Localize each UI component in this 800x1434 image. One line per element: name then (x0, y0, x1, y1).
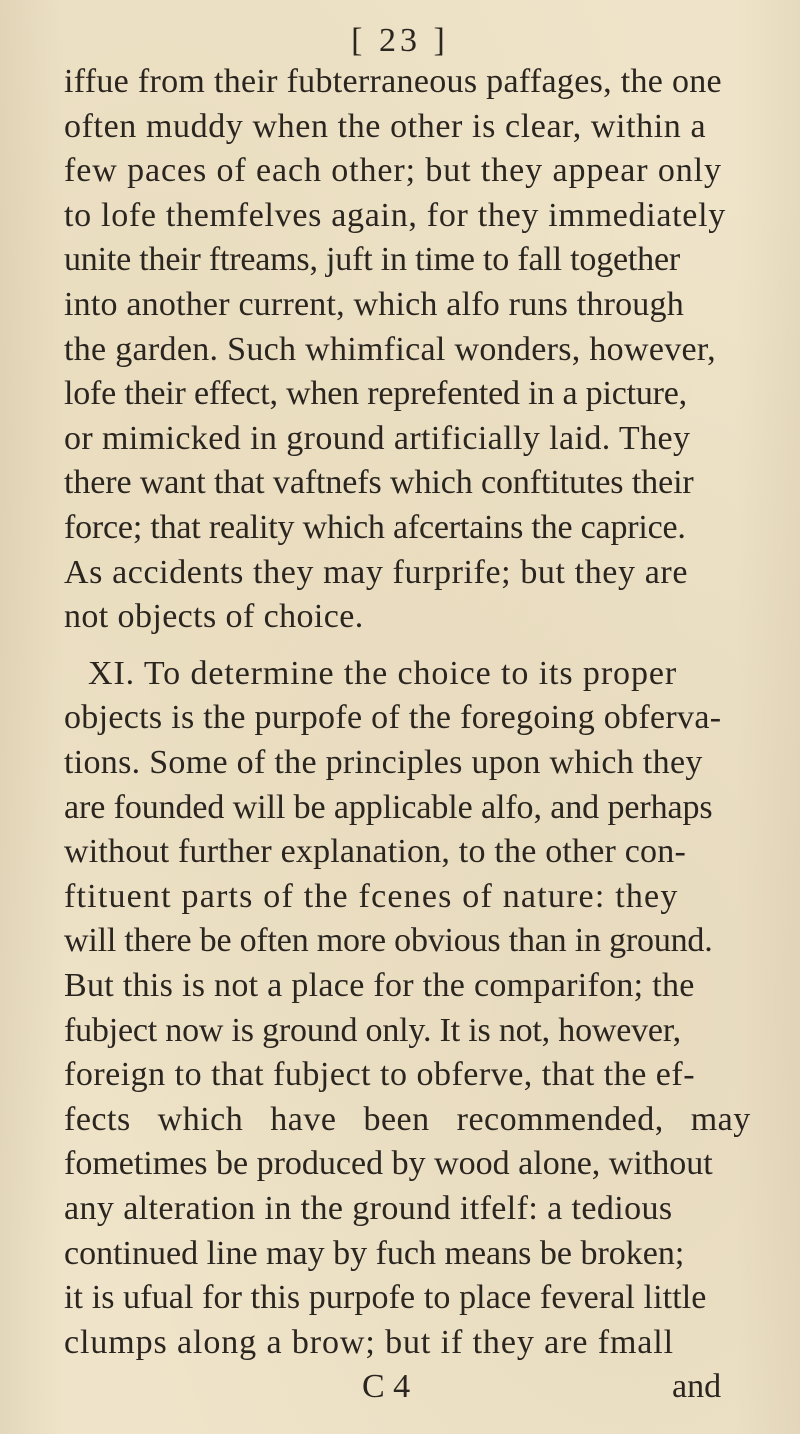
text-line-3: few paces of each other; but they appear only (64, 152, 722, 189)
signature-mark: C 4 (362, 1368, 411, 1405)
text-line-10: there want that vaftnefs which conftitutes their (64, 464, 694, 501)
text-line-29: clumps along a brow; but if they are fmall (64, 1324, 674, 1361)
text-line-17: are founded will be applicable alfo, and perhaps (64, 789, 713, 826)
text-line-15: objects is the purpofe of the foregoing obferva- (64, 699, 722, 736)
section-heading-line: XI. To determine the choice to its proper (88, 655, 678, 692)
text-line-21: But this is not a place for the comparifon; the (64, 967, 695, 1004)
text-line-4: to lofe themfelves again, for they immediately (64, 197, 726, 234)
text-line-28: it is ufual for this purpofe to place feveral little (64, 1279, 707, 1316)
text-line-27: continued line may by fuch means be broken; (64, 1235, 685, 1272)
text-line-5: unite their ftreams, juft in time to fall together (64, 241, 680, 278)
text-line-6: into another current, which alfo runs through (64, 286, 684, 323)
text-line-12: As accidents they may furprife; but they are (64, 554, 689, 591)
text-line-2: often muddy when the other is clear, within a (64, 108, 707, 145)
text-line-24: fects which have been recommended, may (64, 1101, 751, 1138)
text-line-11: force; that reality which afcertains the caprice. (64, 509, 686, 546)
text-line-8: lofe their effect, when reprefented in a picture, (64, 375, 687, 412)
text-line-20: will there be often more obvious than in ground. (64, 922, 713, 959)
text-line-16: tions. Some of the principles upon which they (64, 744, 703, 781)
page-number: [ 23 ] (351, 22, 449, 59)
text-line-7: the garden. Such whimfical wonders, however, (64, 331, 716, 368)
text-line-26: any alteration in the ground itfelf: a tedious (64, 1190, 673, 1227)
text-line-22: fubject now is ground only. It is not, however, (64, 1012, 681, 1049)
text-line-9: or mimicked in ground artificially laid. They (64, 420, 691, 457)
text-line-13: not objects of choice. (64, 598, 364, 635)
text-line-19: ftituent parts of the fcenes of nature: they (64, 878, 679, 915)
text-line-25: fometimes be produced by wood alone, without (64, 1145, 713, 1182)
text-line-18: without further explanation, to the other con- (64, 833, 686, 870)
catchword: and (672, 1368, 722, 1405)
text-line-1: iffue from their fubterraneous paffages, the one (64, 63, 722, 100)
text-line-23: foreign to that fubject to obferve, that the ef- (64, 1056, 696, 1093)
